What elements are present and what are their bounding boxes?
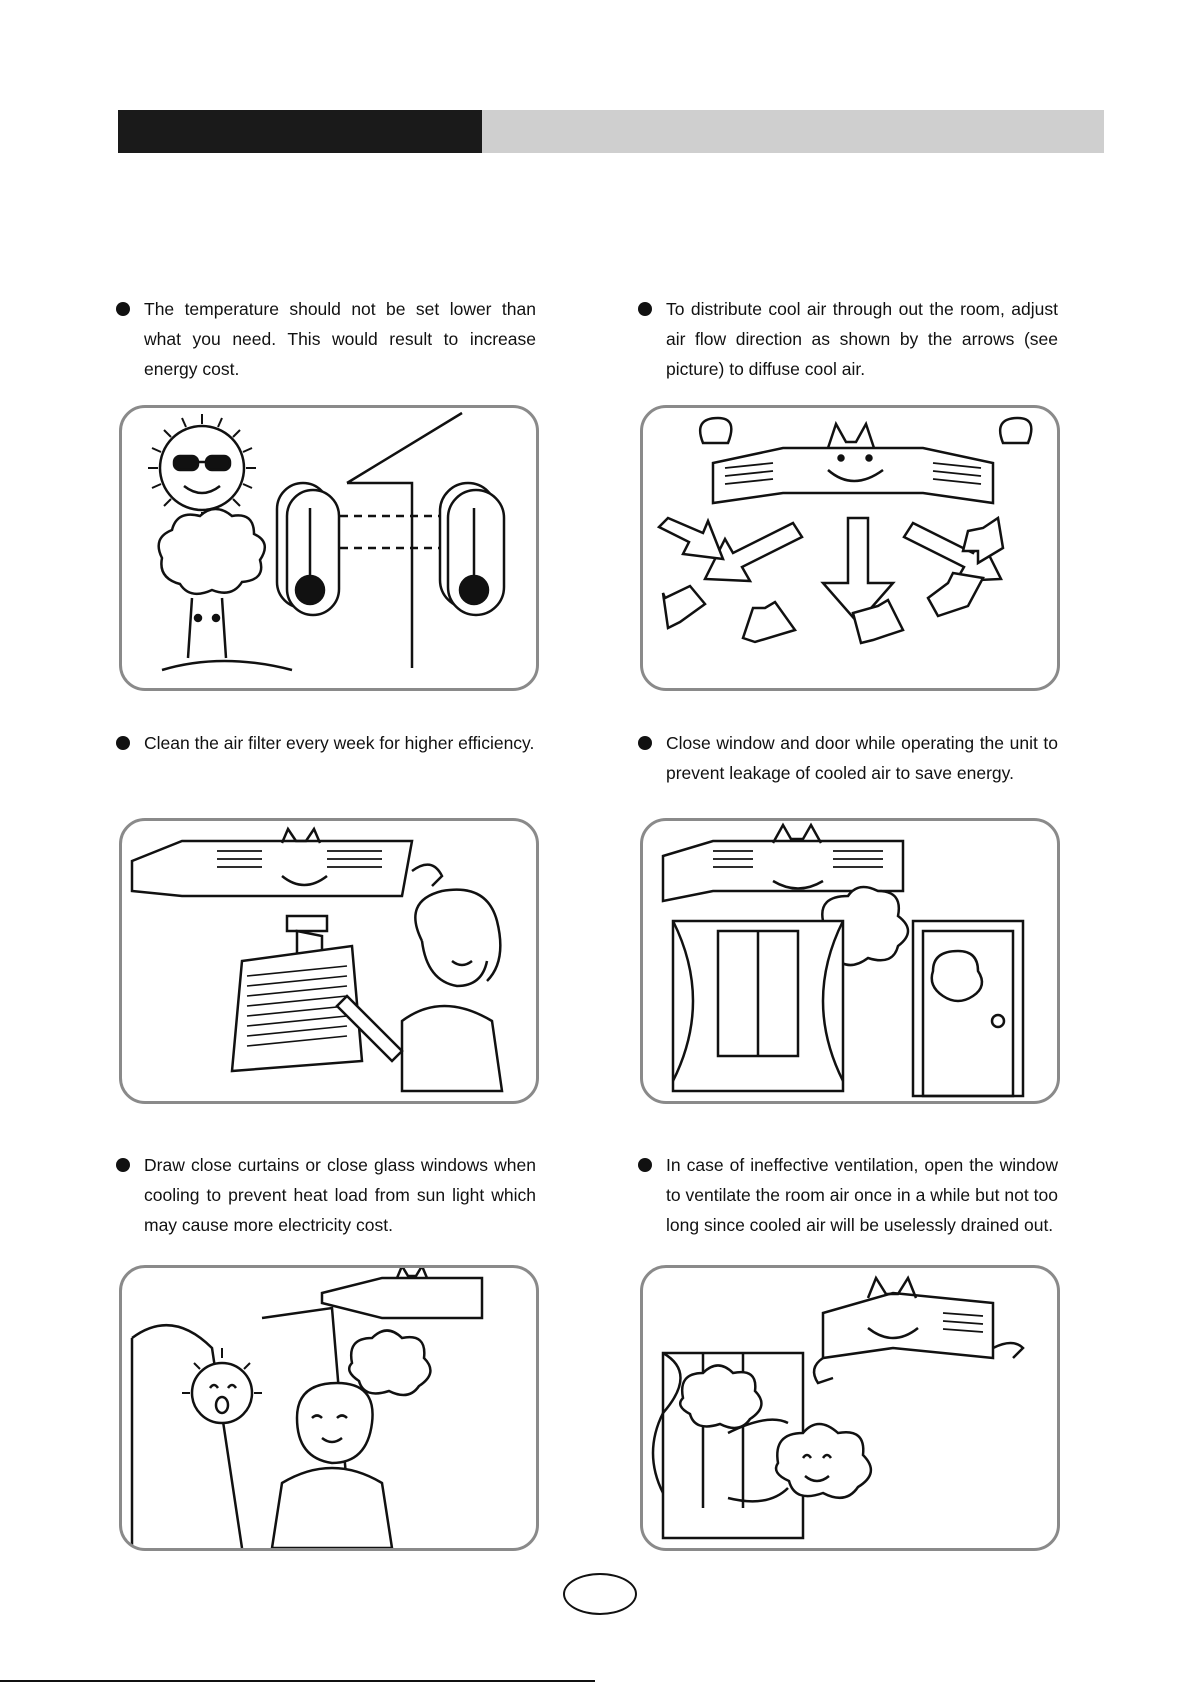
illustration-window-door [640,818,1060,1104]
tip-text: To distribute cool air through out the room, adjust air flow direction as shown by the arrows (see picture) to diffuse cool air. [666,299,1058,379]
illustration-ventilation [640,1265,1060,1551]
header-band-dark [118,110,482,153]
tip-curtains [116,1150,536,1240]
bullet-icon [116,302,130,316]
bullet-icon [638,302,652,316]
illustration-clean-filter [119,818,539,1104]
tip-text: The temperature should not be set lower than what you need. This would result to increase energy cost. [144,299,536,379]
illustration-sun-thermometers [119,405,539,691]
tip-text: Clean the air filter every week for higher efficiency. [144,733,535,753]
tip-air-flow [638,294,1058,384]
tip-temperature [116,294,536,384]
tip-ventilation [638,1150,1058,1240]
tip-text: Close window and door while operating the unit to prevent leakage of cooled air to save energy. [666,733,1058,783]
tip-text: In case of ineffective ventilation, open the window to ventilate the room air once in a while but not too long since cooled air will be uselessly drained out. [666,1155,1058,1235]
tip-text: Draw close curtains or close glass windows when cooling to prevent heat load from sun light which may cause more electricity cost. [144,1155,536,1235]
bottom-rule [0,1680,595,1682]
bullet-icon [638,1158,652,1172]
illustration-airflow-arrows [640,405,1060,691]
bullet-icon [116,1158,130,1172]
illustration-curtains-sun [119,1265,539,1551]
header-band-light [482,110,1104,153]
tip-air-filter [116,728,536,758]
bullet-icon [116,736,130,750]
tip-close-window-door [638,728,1058,788]
page-number-oval [563,1573,637,1615]
bullet-icon [638,736,652,750]
